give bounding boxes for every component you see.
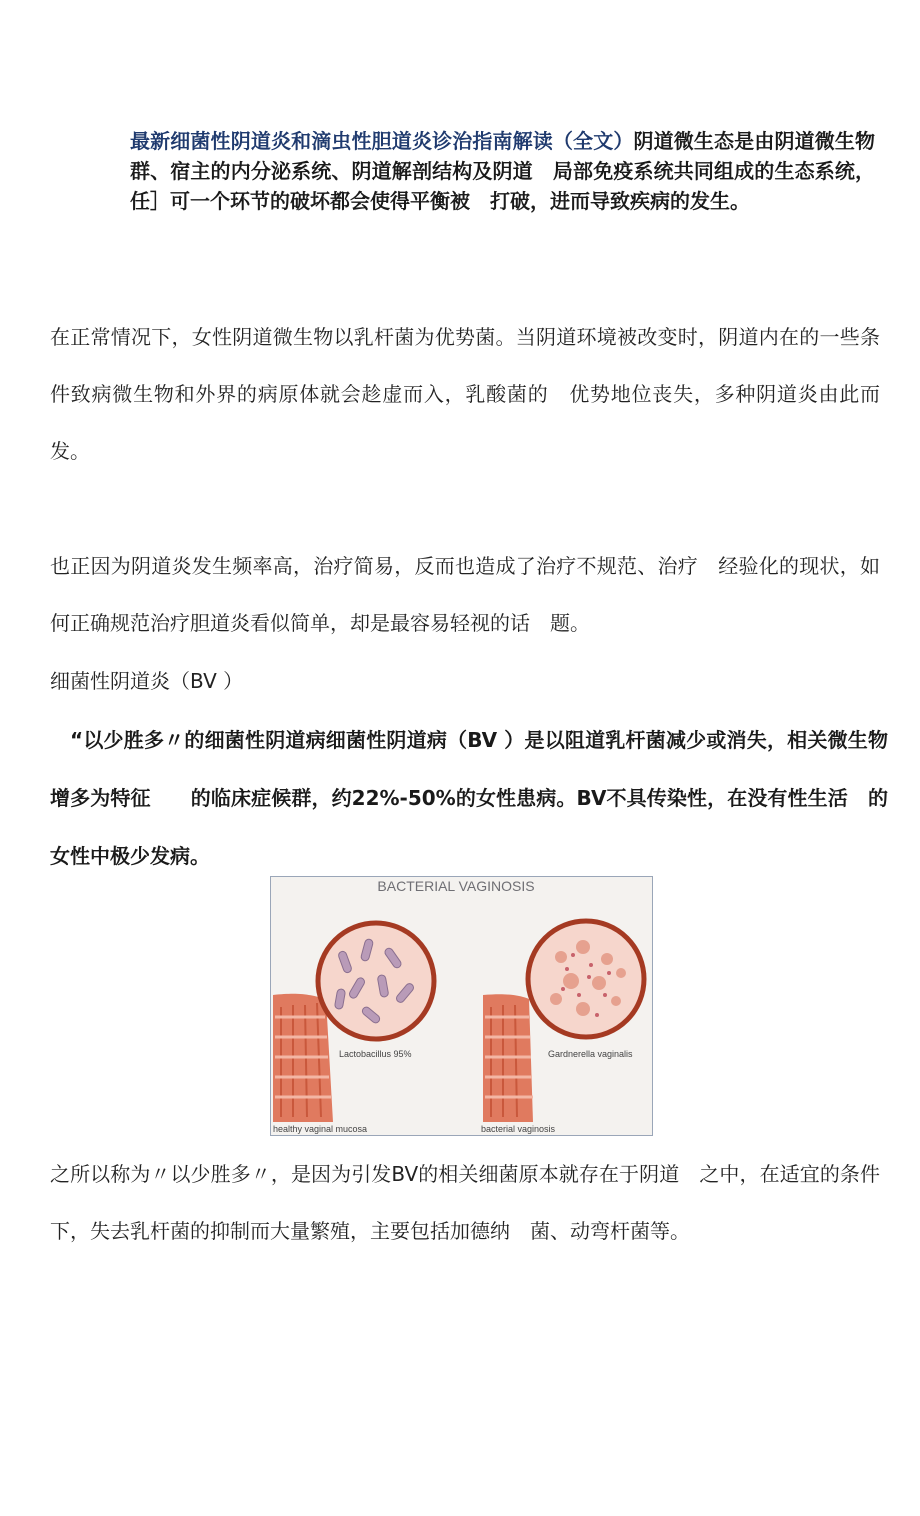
paragraph-bv-cause: 之所以称为〃以少胜多〃，是因为引发BV的相关细菌原本就存在于阴道 之中，在适宜的条件下，失去乳杆菌的抑制而大量繁殖，主要包括加德纳 菌、动弯杆菌等。 bbox=[50, 1162, 880, 1243]
right-caption: bacterial vaginosis bbox=[481, 1124, 556, 1134]
left-circle-label: Lactobacillus 95% bbox=[339, 1049, 412, 1059]
right-circle-label: Gardnerella vaginalis bbox=[548, 1049, 633, 1059]
right-magnified-circle bbox=[528, 921, 644, 1037]
figure-title: BACTERIAL VAGINOSIS bbox=[377, 878, 535, 894]
paragraph-treatment-issues: 也正因为阴道炎发生频率高，治疗简易，反而也造成了治疗不规范、治疗 经验化的现状，如何正确规范治疗胆道炎看似简单，却是最容易轻视的话 题。 bbox=[50, 554, 880, 635]
paragraph-normal-flora: 在正常情况下，女性阴道微生物以乳杆菌为优势菌。当阴道环境被改变时，阴道内在的一些条件致病微生物和外界的病原体就会趁虚而入，乳酸菌的 优势地位丧失，多种阴道炎由此而发。 bbox=[50, 325, 880, 463]
bacterial-vaginosis-figure bbox=[270, 876, 653, 1136]
figure-illustration bbox=[271, 877, 652, 1135]
paragraph-bv-definition: “以少胜多〃的细菌性阴道病细菌性阴道病（BV ）是以阻道乳杆菌减少或消失，相关微生物增多为特征 的临床症候群，约22%-50%的女性患病。BV不具传染性，在没有性生活 的女性中极少发病。 bbox=[50, 728, 888, 868]
intro-text: 阴道微生态是由阴道微生物群、宿主的内分泌系统、阴道解剖结构及阴道 局部免疫系统共同组成的生态系统，任］可一个环节的破坏都会使得平衡被 打破，进而导致疾病的发生。 bbox=[130, 129, 876, 213]
section-heading-bv: 细菌性阴道炎（BV ） bbox=[50, 669, 244, 693]
intro-paragraph bbox=[130, 126, 875, 216]
left-caption: healthy vaginal mucosa bbox=[273, 1124, 368, 1134]
article-title[interactable]: 最新细菌性阴道炎和滴虫性胆道炎诊治指南解读（全文） bbox=[130, 129, 634, 153]
